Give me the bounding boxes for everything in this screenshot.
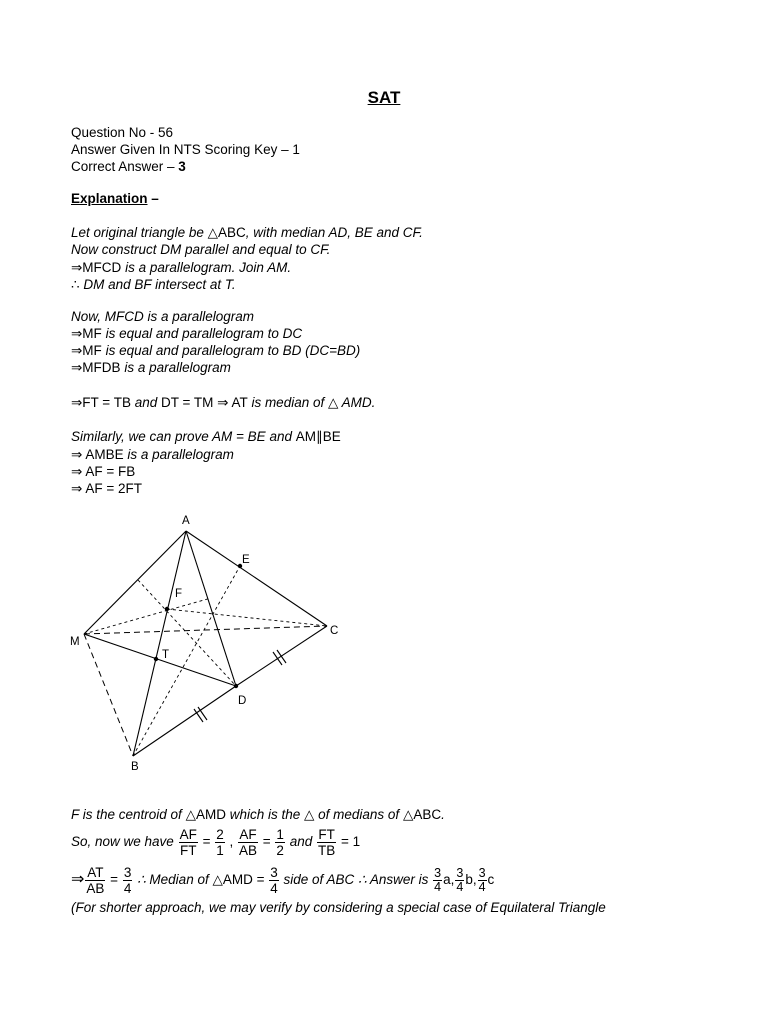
conclusion-line-3-d: side of ABC ∴ Answer is xyxy=(279,872,433,887)
fraction-denominator: 4 xyxy=(270,880,278,896)
fraction-denominator: 4 xyxy=(434,879,442,894)
triangle-symbol-2: △ xyxy=(304,807,315,822)
fraction-3-4-b2 xyxy=(455,867,464,894)
proof-line-8-b: is a parallelogram xyxy=(120,360,231,375)
question-number: Question No - 56 xyxy=(71,125,174,140)
dashed-MB xyxy=(84,634,133,756)
proof-line-6 xyxy=(71,325,302,342)
fraction-numerator: 1 xyxy=(276,826,284,842)
segment-AD xyxy=(186,531,236,686)
conclusion-line-2-a: So, now we have xyxy=(71,834,178,849)
fraction-denominator: FT xyxy=(179,842,197,858)
proof-line-10 xyxy=(71,428,341,445)
label-T: T xyxy=(162,649,170,661)
dashed-MC xyxy=(84,626,327,634)
fraction-denominator: TB xyxy=(317,842,336,858)
fraction-numerator: FT xyxy=(318,826,335,842)
proof-line-3 xyxy=(71,259,291,276)
dashed-MF-diag xyxy=(84,598,211,634)
explanation-heading-dash: – xyxy=(147,191,159,206)
fraction-denominator: AB xyxy=(86,880,105,896)
proof-line-3-b: is a parallelogram. Join AM. xyxy=(121,260,292,275)
proof-line-7-b: is equal and parallelogram to BD (DC=BD) xyxy=(101,343,361,358)
point-T xyxy=(154,657,158,661)
conclusion-line-1-f: △ABC xyxy=(402,807,442,822)
segment-MD xyxy=(84,634,236,686)
tick-CD-1 xyxy=(273,652,282,665)
fraction-numerator: 3 xyxy=(434,865,442,880)
proof-line-5: Now, MFCD is a parallelogram xyxy=(71,309,255,324)
conclusion-line-3-b: ∴ Median of xyxy=(133,872,213,887)
proof-line-7 xyxy=(71,342,360,359)
proof-line-9-b: and xyxy=(130,395,161,410)
fraction-numerator: 2 xyxy=(216,826,224,842)
fraction-numerator: AF xyxy=(239,826,257,842)
conclusion-line-1-e: of medians of xyxy=(314,807,403,822)
fraction-1-2 xyxy=(275,827,285,858)
correct-answer-value: 3 xyxy=(178,159,186,174)
tick-DB-2 xyxy=(198,707,207,720)
fraction-denominator: 4 xyxy=(478,879,486,894)
conclusion-line-3 xyxy=(71,863,494,897)
point-F xyxy=(165,607,169,611)
fraction-AT-AB xyxy=(85,865,105,896)
proof-line-8 xyxy=(71,359,231,376)
conclusion-line-2 xyxy=(71,825,360,859)
proof-line-10-b: AM∥BE xyxy=(295,429,341,444)
explanation-heading-text: Explanation xyxy=(71,191,148,206)
conclusion-line-1-g: . xyxy=(441,807,445,822)
label-C: C xyxy=(330,625,339,637)
fraction-denominator: 4 xyxy=(123,880,132,896)
fraction-numerator: 3 xyxy=(456,865,464,880)
segment-AB xyxy=(133,531,186,756)
proof-line-10-a: Similarly, we can prove AM = BE and xyxy=(71,429,296,444)
proof-line-6-a: ⇒MF xyxy=(71,326,102,341)
point-E xyxy=(238,564,242,568)
implies-symbol: ⇒ xyxy=(71,871,85,888)
proof-line-8-a: ⇒MFDB xyxy=(71,360,121,375)
correct-answer-label: Correct Answer – xyxy=(71,159,179,174)
proof-line-1 xyxy=(71,224,423,241)
fraction-numerator: 3 xyxy=(478,865,486,880)
answer-c: c xyxy=(487,872,495,887)
tick-CD-2 xyxy=(277,650,286,663)
proof-line-9-c: DT = TM ⇒ AT xyxy=(160,395,248,410)
proof-line-11-a: ⇒ AMBE xyxy=(71,447,124,462)
proof-line-3-a: ⇒MFCD xyxy=(71,260,122,275)
dashed-FC xyxy=(167,609,327,626)
tick-DB-1 xyxy=(194,709,203,722)
and-word: and xyxy=(285,834,316,849)
fraction-3-4-c xyxy=(478,867,487,894)
proof-line-1-b: △ABC xyxy=(207,225,246,240)
fraction-AF-FT xyxy=(179,827,198,858)
conclusion-line-3-c: △AMD = xyxy=(212,872,269,887)
fraction-AF-AB xyxy=(238,827,258,858)
point-D xyxy=(234,684,238,688)
proof-line-4-b: DM and BF intersect at T. xyxy=(79,277,236,292)
fraction-numerator: AT xyxy=(87,864,104,880)
answer-a: a, xyxy=(443,872,455,887)
conclusion-line-4: (For shorter approach, we may verify by considering a special case of Equilateral Triangle xyxy=(71,900,606,915)
label-E: E xyxy=(242,554,250,566)
fraction-FT-TB xyxy=(317,827,336,858)
fraction-2-1 xyxy=(215,827,225,858)
correct-answer xyxy=(71,158,186,175)
equals: = xyxy=(259,834,275,849)
conclusion-line-1 xyxy=(71,806,445,823)
given-answer: Answer Given In NTS Scoring Key – 1 xyxy=(71,142,300,157)
conclusion-line-1-b: △AMD xyxy=(185,807,226,822)
proof-line-4 xyxy=(71,276,236,293)
fraction-denominator: AB xyxy=(239,842,258,858)
side-AC xyxy=(186,531,327,626)
proof-line-9-f: AMD. xyxy=(338,395,376,410)
proof-line-9 xyxy=(71,394,375,411)
side-AM xyxy=(84,531,186,634)
proof-line-13: ⇒ AF = 2FT xyxy=(71,481,142,496)
therefore-symbol: ∴ xyxy=(71,277,80,292)
fraction-3-4-b xyxy=(269,865,279,896)
proof-line-12: ⇒ AF = FB xyxy=(71,464,136,479)
equals-one: = 1 xyxy=(337,834,361,849)
explanation-heading xyxy=(71,190,159,207)
proof-line-1-c: , with median AD, BE and CF. xyxy=(245,225,423,240)
fraction-numerator: 3 xyxy=(123,864,132,880)
conclusion-line-1-a: F is the centroid of xyxy=(71,807,186,822)
label-B: B xyxy=(131,761,139,773)
fraction-3-4-a xyxy=(433,867,442,894)
label-M: M xyxy=(70,636,80,648)
dashed-BE xyxy=(133,566,240,756)
equals: = xyxy=(198,834,215,849)
dashed-from-AM xyxy=(138,580,236,686)
proof-line-11-b: is a parallelogram xyxy=(123,447,234,462)
proof-line-6-b: is equal and parallelogram to DC xyxy=(101,326,303,341)
equals: = xyxy=(106,872,122,887)
fraction-numerator: 3 xyxy=(270,864,278,880)
proof-line-7-a: ⇒MF xyxy=(71,343,102,358)
fraction-denominator: 4 xyxy=(456,879,464,894)
fraction-denominator: 2 xyxy=(276,842,284,858)
answer-b: b, xyxy=(465,872,477,887)
proof-line-2: Now construct DM parallel and equal to CF. xyxy=(71,242,331,257)
label-D: D xyxy=(238,695,247,707)
comma: , xyxy=(225,834,238,849)
label-F: F xyxy=(175,588,183,600)
triangle-symbol: △ xyxy=(327,395,339,410)
proof-line-1-a: Let original triangle be xyxy=(71,225,208,240)
proof-line-9-a: ⇒FT = TB xyxy=(71,395,131,410)
side-CD xyxy=(236,626,327,686)
label-A: A xyxy=(182,515,190,527)
fraction-denominator: 1 xyxy=(216,842,224,858)
page-title: SAT xyxy=(367,88,401,107)
proof-line-9-d: is median of xyxy=(247,395,328,410)
fraction-3-4 xyxy=(123,865,133,896)
proof-line-11 xyxy=(71,446,234,463)
conclusion-line-1-c: which is the xyxy=(225,807,304,822)
fraction-numerator: AF xyxy=(179,826,197,842)
side-DB xyxy=(133,686,236,756)
